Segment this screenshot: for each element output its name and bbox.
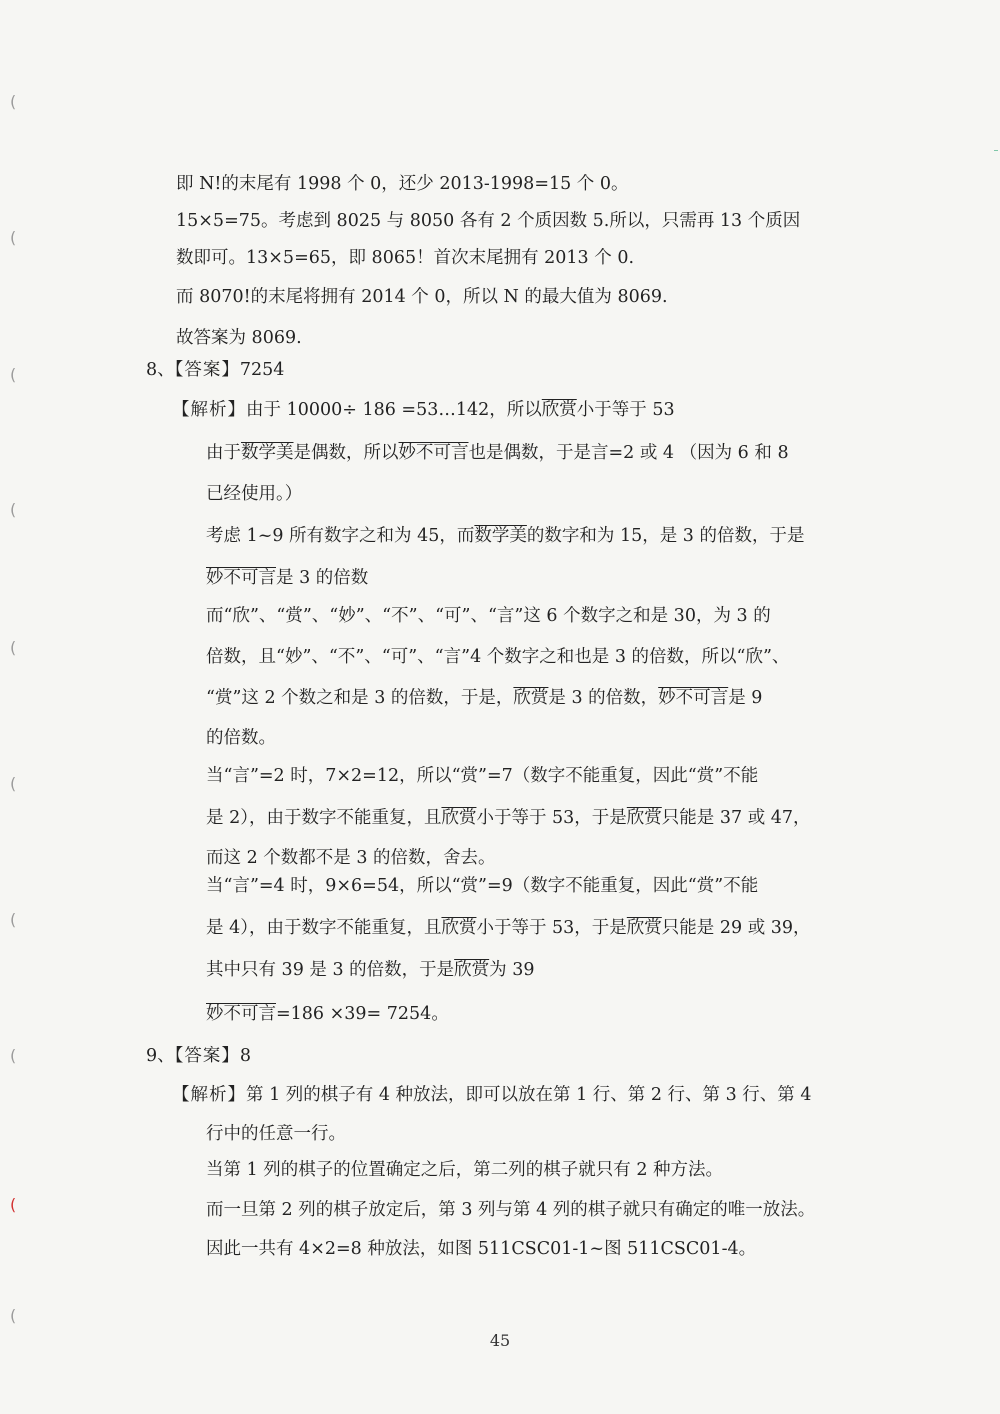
text-span: 其中只有 39 是 3 的倍数，于是	[206, 960, 455, 980]
binder-mark: (	[10, 1046, 17, 1065]
text-span: 小于等于 53	[576, 400, 675, 420]
question-number: 8、	[146, 360, 175, 380]
text-line: 的倍数。	[206, 728, 276, 748]
overlined-number: 妙不可言	[658, 688, 729, 708]
binder-mark: (	[10, 1195, 17, 1214]
overlined-number: 欣赏	[441, 808, 477, 828]
text-span: 小于等于 53，于是	[476, 918, 627, 938]
overlined-number: 妙不可言	[206, 1004, 276, 1024]
text-line	[206, 566, 368, 590]
binder-mark: (	[10, 365, 17, 384]
text-line: 已经使用。）	[206, 484, 303, 504]
text-span: 是偶数，所以	[293, 443, 399, 463]
text-line: 当“言”=4 时，9×6=54，所以“赏”=9（数字不能重复，因此“赏”不能	[206, 876, 759, 896]
answer-label: 【答案】	[174, 1046, 240, 1066]
text-span: 是 3 的倍数，	[548, 688, 659, 708]
overlined-number: 欣赏	[454, 960, 490, 980]
text-line: 15×5=75。考虑到 8025 与 8050 各有 2 个质因数 5.所以，只需再 13 个质因	[176, 211, 801, 231]
text-line: 而 8070!的末尾将拥有 2014 个 0，所以 N 的最大值为 8069.	[176, 287, 668, 307]
text-span: 考虑 1~9 所有数字之和为 45，而	[206, 526, 475, 546]
binder-mark: (	[10, 500, 17, 519]
text-line: 即 N!的末尾有 1998 个 0，还少 2013-1998=15 个 0。	[176, 174, 629, 194]
text-line	[206, 806, 811, 830]
q9-answer	[146, 1044, 251, 1068]
text-line: 行中的任意一行。	[206, 1124, 346, 1144]
text-line	[206, 441, 789, 465]
text-span: 为 39	[489, 960, 535, 980]
text-span: 由于	[206, 443, 241, 463]
overlined-number: 数学美	[474, 526, 527, 546]
overlined-number: 欣赏	[513, 688, 549, 708]
text-span: “赏”这 2 个数之和是 3 的倍数，于是，	[206, 688, 514, 708]
q9-analysis-line	[172, 1083, 812, 1107]
text-line: 而“欣”、“赏”、“妙”、“不”、“可”、“言”这 6 个数字之和是 30，为 3 的	[206, 606, 771, 626]
text-line: 故答案为 8069.	[176, 328, 302, 348]
answer-value: 7254	[239, 360, 285, 380]
text-span: 也是偶数，于是言=2 或 4 （因为 6 和 8	[468, 443, 789, 463]
overlined-number: 欣赏	[541, 400, 577, 420]
text-span: 由于 10000÷ 186 =53…142，所以	[246, 400, 542, 420]
text-line: 倍数，且“妙”、“不”、“可”、“言”4 个数字之和也是 3 的倍数，所以“欣”、	[206, 647, 790, 667]
overlined-number: 欣赏	[441, 918, 477, 938]
text-span: 是 3 的倍数	[276, 568, 369, 588]
text-span: 小于等于 53，于是	[476, 808, 627, 828]
answer-value: 8	[239, 1046, 252, 1066]
question-number: 9、	[146, 1046, 175, 1066]
text-line: 当第 1 列的棋子的位置确定之后，第二列的棋子就只有 2 种方法。	[206, 1160, 724, 1180]
text-span: 的数字和为 15，是 3 的倍数，于是	[526, 526, 805, 546]
edge-mark	[994, 150, 998, 151]
binder-mark: (	[10, 638, 17, 657]
answer-label: 【答案】	[174, 360, 240, 380]
text-line	[206, 686, 762, 710]
text-span: 只能是 37 或 47，	[661, 808, 811, 828]
text-line: 因此一共有 4×2=8 种放法，如图 511CSC01-1~图 511CSC01-4。	[206, 1239, 757, 1259]
overlined-number: 欣赏	[626, 918, 662, 938]
page-number: 45	[489, 1331, 511, 1350]
text-span: =186 ×39= 7254。	[276, 1004, 449, 1024]
text-span: 是 4），由于数字不能重复，且	[206, 918, 442, 938]
binder-mark: (	[10, 910, 17, 929]
binder-mark: (	[10, 92, 17, 111]
overlined-number: 妙不可言	[206, 568, 276, 588]
text-span: 第 1 列的棋子有 4 种放法，即可以放在第 1 行、第 2 行、第 3 行、第 4	[246, 1085, 812, 1105]
text-line: 数即可。13×5=65，即 8065！首次末尾拥有 2013 个 0.	[176, 248, 635, 268]
text-line	[206, 958, 535, 982]
overlined-number: 妙不可言	[398, 443, 469, 463]
q8-analysis-line	[172, 398, 675, 422]
text-line: 而这 2 个数都不是 3 的倍数，舍去。	[206, 848, 496, 868]
text-span: 只能是 29 或 39，	[661, 918, 811, 938]
text-span: 是 9	[728, 688, 763, 708]
text-line	[206, 916, 811, 940]
q8-answer	[146, 358, 284, 382]
binder-mark: (	[10, 1306, 17, 1325]
overlined-number: 欣赏	[626, 808, 662, 828]
analysis-label: 【解析】	[172, 400, 246, 420]
binder-mark: (	[10, 774, 17, 793]
text-span: 是 2），由于数字不能重复，且	[206, 808, 442, 828]
binder-mark: (	[10, 228, 17, 247]
text-line	[206, 1002, 449, 1026]
analysis-label: 【解析】	[172, 1085, 246, 1105]
text-line: 而一旦第 2 列的棋子放定后，第 3 列与第 4 列的棋子就只有确定的唯一放法。	[206, 1200, 816, 1220]
text-line	[206, 524, 804, 548]
text-line: 当“言”=2 时，7×2=12，所以“赏”=7（数字不能重复，因此“赏”不能	[206, 766, 759, 786]
overlined-number: 数学美	[241, 443, 294, 463]
